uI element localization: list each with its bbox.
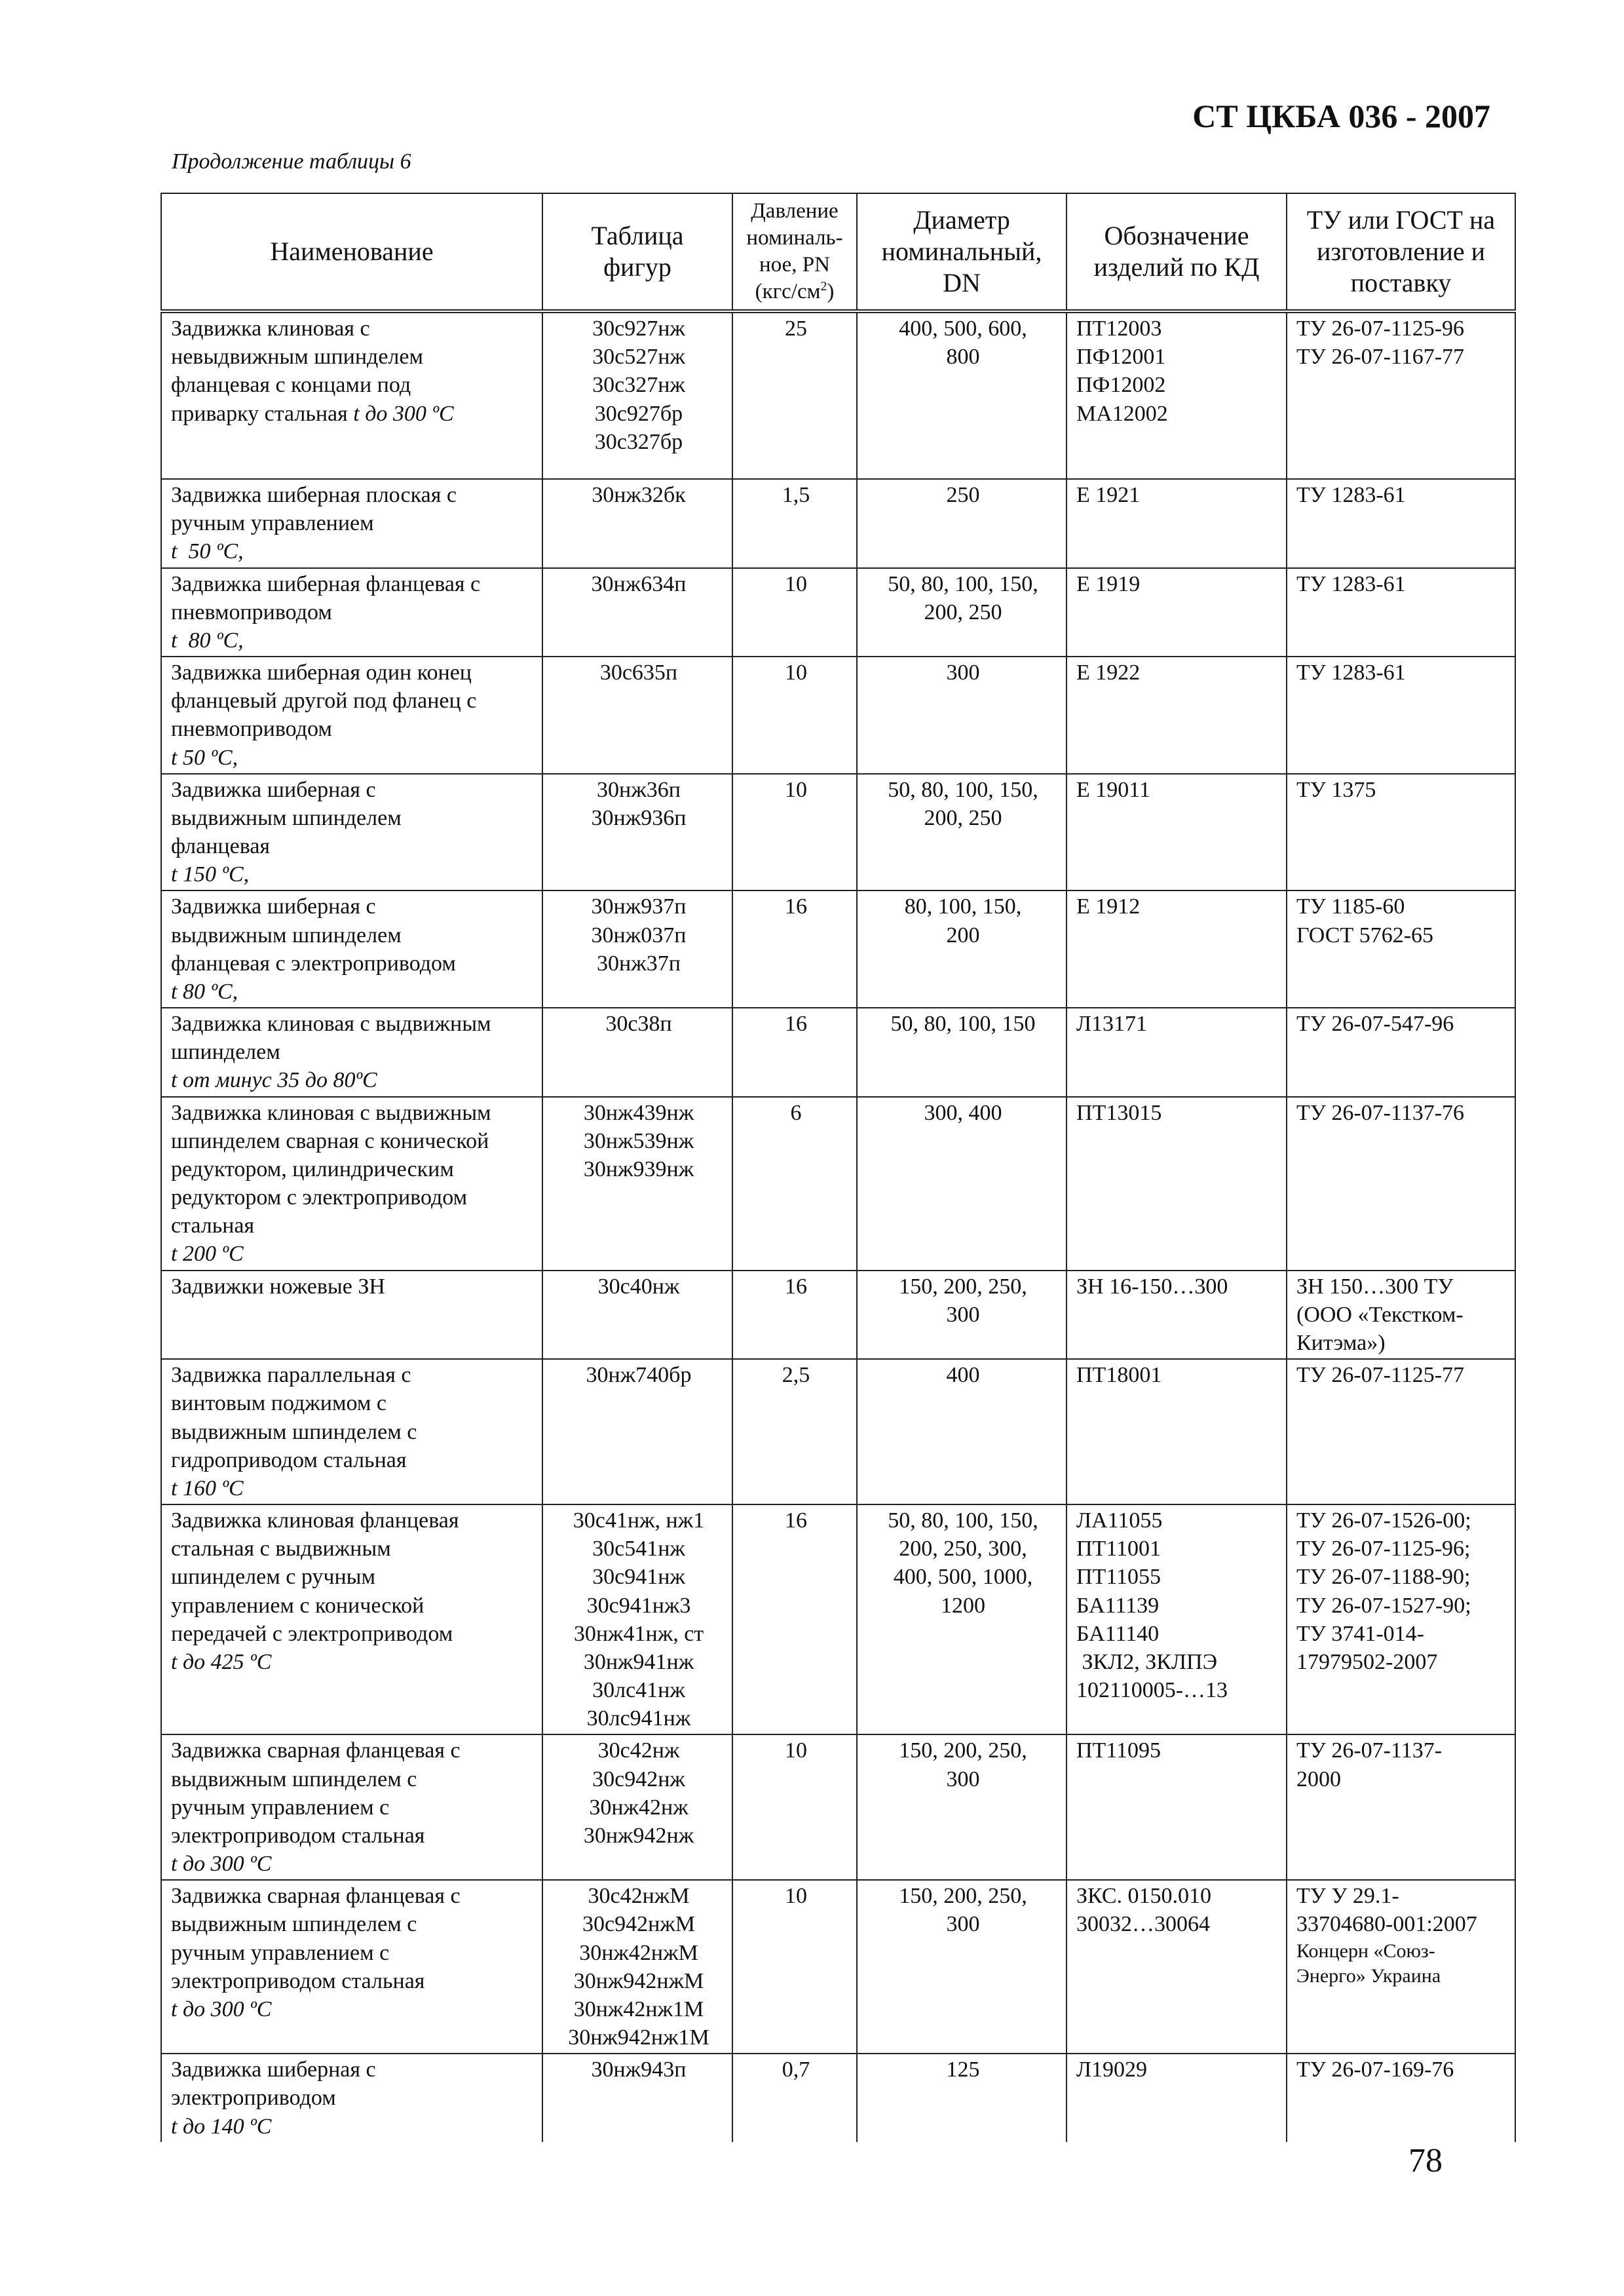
cell-line: 50, 80, 100, 150, (888, 571, 1038, 596)
cell-line: (ООО «Текстком- (1296, 1302, 1463, 1327)
cell-line: электроприводом стальная (171, 1968, 425, 1993)
temperature-text: t до 300 ºС (171, 1852, 272, 1877)
cell-line: Задвижки ножевые ЗН (171, 1274, 385, 1299)
cell-line: шпинделем сварная с конической (171, 1128, 489, 1153)
temperature-text: t 50 ºС, (171, 539, 244, 564)
temperature-text: t до 425 ºС (171, 1649, 272, 1674)
cell-line: Задвижка сварная фланцевая с (171, 1884, 461, 1909)
cell-tu (1287, 1097, 1515, 1271)
temperature-text: t до 300 ºС (171, 1997, 272, 2021)
cell-name (161, 1880, 542, 2054)
cell-line: ручным управлением (171, 511, 374, 536)
cell-code (1067, 890, 1287, 1008)
cell-line: 30с927нж (592, 316, 685, 341)
cell-fig (542, 568, 732, 657)
col-header-fig: Таблица фигур (542, 193, 732, 311)
cell-line: 17979502-2007 (1296, 1649, 1438, 1674)
col-header-dn: Диаметр номинальный, DN (857, 193, 1067, 311)
cell-line: 16 (785, 1274, 807, 1299)
cell-line: 30с635п (599, 660, 678, 685)
cell-line: БА11139 (1076, 1593, 1160, 1618)
cell-line: фланцевая с концами под (171, 373, 411, 398)
cell-line: 25 (785, 316, 807, 341)
cell-line: ЛА11055 (1076, 1508, 1163, 1533)
cell-line: электроприводом стальная (171, 1823, 425, 1848)
cell-line: 400 (946, 1363, 980, 1388)
cell-line: 200, 250 (924, 600, 1002, 624)
cell-dn (857, 890, 1067, 1008)
cell-code (1067, 1359, 1287, 1504)
cell-line: БА11140 (1076, 1621, 1160, 1646)
cell-line: 6 (790, 1100, 802, 1125)
cell-line: 30с941нж3 (586, 1593, 691, 1618)
cell-line: фланцевая (171, 834, 271, 859)
cell-line: 50, 80, 100, 150, (888, 1508, 1038, 1533)
cell-line: Задвижка шиберная фланцевая с (171, 571, 481, 596)
cell-line: 250 (946, 483, 980, 507)
cell-line: Е 19011 (1076, 777, 1151, 802)
cell-line: 30032…30064 (1076, 1912, 1210, 1937)
cell-line: 30с42нж (597, 1738, 680, 1763)
cell-dn (857, 311, 1067, 479)
cell-tu (1287, 1880, 1515, 2054)
cell-line: 300 (946, 1767, 980, 1791)
cell-line: ТУ 26-07-1188-90; (1296, 1565, 1471, 1590)
cell-line: 16 (785, 1508, 807, 1533)
cell-line: Задвижка параллельная с (171, 1363, 411, 1388)
cell-line: ТУ У 29.1- (1296, 1884, 1399, 1909)
cell-line: ручным управлением с (171, 1795, 390, 1820)
cell-line: ТУ 1375 (1296, 777, 1376, 802)
cell-dn (857, 2054, 1067, 2142)
cell-dn (857, 1734, 1067, 1880)
cell-line: ПТ11055 (1076, 1565, 1161, 1590)
cell-line: 30нж36п (597, 777, 681, 802)
cell-line: выдвижным шпинделем с (171, 1419, 417, 1444)
cell-line: 1,5 (782, 483, 810, 507)
temperature-text: t 80 ºС, (171, 979, 238, 1004)
cell-line: ТУ 26-07-1527-90; (1296, 1593, 1471, 1618)
cell-line: 10 (785, 1738, 807, 1763)
cell-line: выдвижным шпинделем (171, 805, 402, 830)
cell-fig (542, 890, 732, 1008)
table-row (161, 1880, 1515, 2054)
cell-line: 30нж942нж1М (568, 2025, 709, 2050)
cell-line: 150, 200, 250, (899, 1884, 1027, 1909)
cell-line: 50, 80, 100, 150 (890, 1012, 1036, 1037)
cell-line: ПФ12001 (1076, 345, 1166, 370)
cell-tu (1287, 479, 1515, 568)
cell-tu (1287, 1271, 1515, 1360)
cell-dn (857, 1097, 1067, 1271)
cell-pn (732, 890, 857, 1008)
cell-tu (1287, 657, 1515, 774)
cell-pn (732, 1008, 857, 1097)
table-row (161, 1271, 1515, 1360)
cell-line: 30нж936п (591, 805, 687, 830)
cell-line: 150, 200, 250, (899, 1738, 1027, 1763)
cell-line: выдвижным шпинделем с (171, 1767, 417, 1791)
cell-line: 30нж42нжМ (579, 1940, 698, 1965)
cell-line: Китэма») (1296, 1330, 1386, 1355)
cell-line: Задвижка шиберная с (171, 2057, 376, 2082)
cell-line: винтовым поджимом с (171, 1391, 387, 1416)
cell-line: ТУ 26-07-1137-76 (1296, 1100, 1465, 1125)
cell-line: 300 (946, 1302, 980, 1327)
cell-line: 30нж740бр (586, 1363, 692, 1388)
cell-code (1067, 657, 1287, 774)
cell-line: 30с327нж (592, 373, 685, 398)
temperature-text: t 200 ºС (171, 1242, 244, 1267)
table-row (161, 479, 1515, 568)
cell-line: 200, 250, 300, (899, 1537, 1027, 1561)
cell-fig (542, 1008, 732, 1097)
cell-line: 30нж939нж (583, 1157, 694, 1181)
cell-line: 30лс41нж (592, 1678, 685, 1703)
cell-dn (857, 479, 1067, 568)
cell-line: 30нж943п (591, 2057, 687, 2082)
cell-line: невыдвижным шпинделем (171, 345, 424, 370)
cell-line: Задвижка шиберная плоская с (171, 483, 457, 507)
cell-line: ПТ11001 (1076, 1537, 1161, 1561)
cell-line: МА12002 (1076, 401, 1168, 426)
cell-line: 30с42нжМ (588, 1884, 690, 1909)
cell-name (161, 1504, 542, 1734)
table-row (161, 2054, 1515, 2142)
cell-code (1067, 2054, 1287, 2142)
cell-dn (857, 774, 1067, 891)
cell-line: передачей с электроприводом (171, 1621, 453, 1646)
cell-line: 10 (785, 777, 807, 802)
cell-line: 30нж41нж, ст (573, 1621, 704, 1646)
cell-line: ГОСТ 5762-65 (1296, 923, 1434, 947)
cell-dn (857, 1008, 1067, 1097)
cell-pn (732, 311, 857, 479)
cell-line: Энерго» Украина (1296, 1964, 1441, 1987)
cell-line: ТУ 26-07-1137- (1296, 1738, 1443, 1763)
cell-line: Задвижка клиновая фланцевая (171, 1508, 459, 1533)
temperature-text: t 80 ºС, (171, 628, 244, 653)
cell-line: ПТ13015 (1076, 1100, 1162, 1125)
cell-line: 10 (785, 571, 807, 596)
cell-tu (1287, 1008, 1515, 1097)
table-row (161, 311, 1515, 479)
cell-line: гидроприводом стальная (171, 1447, 407, 1472)
cell-fig (542, 1271, 732, 1360)
cell-line: Задвижка шиберная с (171, 894, 376, 919)
cell-line: 10 (785, 1884, 807, 1909)
cell-line: 16 (785, 1012, 807, 1037)
cell-pn (732, 479, 857, 568)
cell-pn (732, 1880, 857, 2054)
cell-pn (732, 1504, 857, 1734)
cell-name (161, 1271, 542, 1360)
table-row (161, 890, 1515, 1008)
cell-line: ТУ 26-07-169-76 (1296, 2057, 1454, 2082)
cell-line: Задвижка шиберная один конец (171, 660, 472, 685)
cell-name (161, 1097, 542, 1271)
cell-line: ТУ 1283-61 (1296, 483, 1406, 507)
cell-line: управлением с конической (171, 1593, 425, 1618)
cell-line: 30нж439нж (583, 1100, 694, 1125)
cell-line: 80, 100, 150, (904, 894, 1022, 919)
col-header-code: Обозначение изделий по КД (1067, 193, 1287, 311)
cell-dn (857, 1504, 1067, 1734)
valves-table (161, 193, 1516, 2142)
cell-code (1067, 1880, 1287, 2054)
cell-tu (1287, 2054, 1515, 2142)
cell-line: 200, 250 (924, 805, 1002, 830)
cell-line: редуктором, цилиндрическим (171, 1157, 454, 1181)
cell-fig (542, 311, 732, 479)
cell-tu (1287, 774, 1515, 891)
cell-line: ручным управлением с (171, 1940, 390, 1965)
cell-pn (732, 1734, 857, 1880)
cell-line: 30нж942нж (583, 1823, 694, 1848)
cell-line: 30нж32бк (592, 483, 686, 507)
cell-line: 30с541нж (592, 1537, 685, 1561)
cell-line: 102110005-…13 (1076, 1678, 1228, 1703)
cell-line: пневмоприводом (171, 717, 332, 742)
cell-line: 30нж942нжМ (573, 1968, 704, 1993)
cell-name (161, 1008, 542, 1097)
cell-pn (732, 657, 857, 774)
cell-line: 30с941нж (592, 1565, 685, 1590)
cell-fig (542, 657, 732, 774)
cell-line: 50, 80, 100, 150, (888, 777, 1038, 802)
cell-code (1067, 1008, 1287, 1097)
cell-line: 30нж37п (597, 951, 681, 976)
cell-code (1067, 1271, 1287, 1360)
cell-line: ЗН 150…300 ТУ (1296, 1274, 1454, 1299)
col-header-name: Наименование (161, 193, 542, 311)
cell-line: 300 (946, 660, 980, 685)
table-row (161, 774, 1515, 891)
cell-line: 30нж42нж (589, 1795, 689, 1820)
page-number: 78 (1408, 2142, 1443, 2179)
temperature-text: t от минус 35 до 80ºС (171, 1068, 377, 1093)
cell-name (161, 1734, 542, 1880)
cell-line: 2000 (1296, 1767, 1341, 1791)
cell-fig (542, 2054, 732, 2142)
cell-line: 30нж42нж1М (573, 1997, 704, 2021)
cell-fig (542, 1097, 732, 1271)
cell-name (161, 657, 542, 774)
cell-line: 1200 (941, 1593, 985, 1618)
cell-line: 400, 500, 1000, (893, 1565, 1033, 1590)
cell-line: 400, 500, 600, (899, 316, 1027, 341)
cell-line: 30с40нж (597, 1274, 680, 1299)
cell-line: Л19029 (1076, 2057, 1148, 2082)
cell-line: фланцевый другой под фланец с (171, 689, 477, 714)
cell-tu (1287, 1359, 1515, 1504)
cell-line: 125 (946, 2057, 980, 2082)
cell-line: 10 (785, 660, 807, 685)
cell-line: Задвижка клиновая с выдвижным (171, 1012, 491, 1037)
cell-fig (542, 1504, 732, 1734)
cell-line: Е 1919 (1076, 571, 1141, 596)
cell-line: фланцевая с электроприводом (171, 951, 456, 976)
cell-name (161, 1359, 542, 1504)
table-row (161, 1097, 1515, 1271)
cell-line: ТУ 26-07-1125-77 (1296, 1363, 1465, 1388)
cell-line: стальная (171, 1214, 255, 1238)
cell-name (161, 774, 542, 891)
cell-line: Л13171 (1076, 1012, 1148, 1037)
cell-line: ТУ 26-07-547-96 (1296, 1012, 1454, 1037)
cell-code (1067, 311, 1287, 479)
cell-line: 30нж539нж (583, 1128, 694, 1153)
cell-name (161, 311, 542, 479)
cell-line: шпинделем с ручным (171, 1565, 376, 1590)
cell-line: 30нж037п (591, 923, 687, 947)
cell-line: 300 (946, 1912, 980, 1937)
cell-line: ПТ12003 (1076, 316, 1162, 341)
cell-dn (857, 1359, 1067, 1504)
cell-dn (857, 1271, 1067, 1360)
cell-tu (1287, 568, 1515, 657)
table-row (161, 1734, 1515, 1880)
cell-line: 30нж941нж (583, 1649, 694, 1674)
table-header-row (161, 193, 1515, 311)
cell-fig (542, 774, 732, 891)
cell-line: 200 (946, 923, 980, 947)
cell-name (161, 568, 542, 657)
cell-line: Задвижка клиновая с (171, 316, 370, 341)
cell-line: Задвижка клиновая с выдвижным (171, 1100, 491, 1125)
cell-pn (732, 1271, 857, 1360)
cell-line: 30нж634п (591, 571, 687, 596)
cell-fig (542, 1880, 732, 2054)
cell-code (1067, 1734, 1287, 1880)
cell-dn (857, 568, 1067, 657)
cell-pn (732, 568, 857, 657)
table-row (161, 1504, 1515, 1734)
cell-line: редуктором с электроприводом (171, 1185, 468, 1210)
cell-tu (1287, 1504, 1515, 1734)
cell-line: ТУ 1283-61 (1296, 571, 1406, 596)
cell-line: ТУ 26-07-1125-96 (1296, 316, 1465, 341)
cell-line: ТУ 26-07-1526-00; (1296, 1508, 1471, 1533)
cell-line: Е 1921 (1076, 483, 1141, 507)
document-code: СТ ЦКБА 036 - 2007 (1192, 98, 1490, 134)
col-header-pn: Давление номиналь- ное, PN $(кгс/см^2)$ (732, 193, 857, 311)
table-row (161, 657, 1515, 774)
cell-line: Е 1922 (1076, 660, 1141, 685)
cell-line: выдвижным шпинделем (171, 923, 402, 947)
cell-line: ЗКЛ2, ЗКЛПЭ (1076, 1649, 1218, 1674)
cell-line: пневмоприводом (171, 600, 332, 624)
cell-line: 30с942нж (592, 1767, 685, 1791)
cell-line: стальная с выдвижным (171, 1537, 391, 1561)
cell-line: 800 (946, 345, 980, 370)
cell-fig (542, 1734, 732, 1880)
temperature-text: t до 140 ºС (171, 2114, 272, 2139)
cell-line: 30лс941нж (586, 1706, 691, 1731)
cell-line: 30с942нжМ (582, 1912, 695, 1937)
cell-line: 2,5 (782, 1363, 810, 1388)
cell-name (161, 479, 542, 568)
cell-name (161, 890, 542, 1008)
cell-code (1067, 774, 1287, 891)
cell-dn (857, 657, 1067, 774)
cell-line: Концерн «Союз- (1296, 1940, 1435, 1962)
table-row (161, 568, 1515, 657)
cell-name (161, 2054, 542, 2142)
cell-code (1067, 1097, 1287, 1271)
cell-line: 0,7 (782, 2057, 810, 2082)
cell-line: 30с38п (605, 1012, 672, 1037)
cell-code (1067, 1504, 1287, 1734)
cell-line: 30с41нж, нж1 (573, 1508, 705, 1533)
cell-line: ТУ 26-07-1167-77 (1296, 345, 1465, 370)
cell-line: выдвижным шпинделем с (171, 1912, 417, 1937)
table-body (161, 311, 1515, 2142)
cell-line: шпинделем (171, 1040, 280, 1065)
cell-pn (732, 1359, 857, 1504)
cell-line: ЗН 16-150…300 (1076, 1274, 1228, 1299)
cell-line: Е 1912 (1076, 894, 1141, 919)
cell-line: ТУ 1185-60 (1296, 894, 1405, 919)
table-row (161, 1008, 1515, 1097)
cell-fig (542, 1359, 732, 1504)
temperature-text: t 150 ºС, (171, 862, 250, 887)
cell-pn (732, 2054, 857, 2142)
cell-tu (1287, 890, 1515, 1008)
cell-line: ПТ11095 (1076, 1738, 1161, 1763)
cell-line: приварку стальная t до 300 ºС (171, 401, 454, 426)
cell-line: электроприводом (171, 2086, 336, 2111)
cell-fig (542, 479, 732, 568)
col-header-tu: ТУ или ГОСТ на изготовление и поставку (1287, 193, 1515, 311)
cell-line: 30с527нж (592, 345, 685, 370)
temperature-text: t 160 ºС (171, 1476, 244, 1501)
cell-line: ЗКС. 0150.010 (1076, 1884, 1212, 1909)
cell-line: 30нж937п (591, 894, 687, 919)
cell-tu (1287, 311, 1515, 479)
cell-line: Задвижка сварная фланцевая с (171, 1738, 461, 1763)
cell-line: ТУ 26-07-1125-96; (1296, 1537, 1471, 1561)
cell-line: 16 (785, 894, 807, 919)
cell-pn (732, 1097, 857, 1271)
cell-line: ПФ12002 (1076, 373, 1166, 398)
cell-pn (732, 774, 857, 891)
temperature-text: t до 300 ºС (353, 401, 454, 426)
cell-tu (1287, 1734, 1515, 1880)
temperature-text: t 50 ºС, (171, 745, 238, 770)
table-continuation-caption: Продолжение таблицы 6 (172, 149, 411, 174)
cell-code (1067, 568, 1287, 657)
cell-line: 30с327бр (594, 429, 683, 454)
cell-dn (857, 1880, 1067, 2054)
cell-line: 33704680-001:2007 (1296, 1912, 1477, 1937)
cell-line: 150, 200, 250, (899, 1274, 1027, 1299)
cell-line: 30с927бр (594, 401, 683, 426)
cell-line: Задвижка шиберная с (171, 777, 376, 802)
cell-code (1067, 479, 1287, 568)
cell-line: ТУ 1283-61 (1296, 660, 1406, 685)
cell-line: ПТ18001 (1076, 1363, 1162, 1388)
cell-line: ТУ 3741-014- (1296, 1621, 1424, 1646)
table-row (161, 1359, 1515, 1504)
cell-line: 300, 400 (924, 1100, 1002, 1125)
